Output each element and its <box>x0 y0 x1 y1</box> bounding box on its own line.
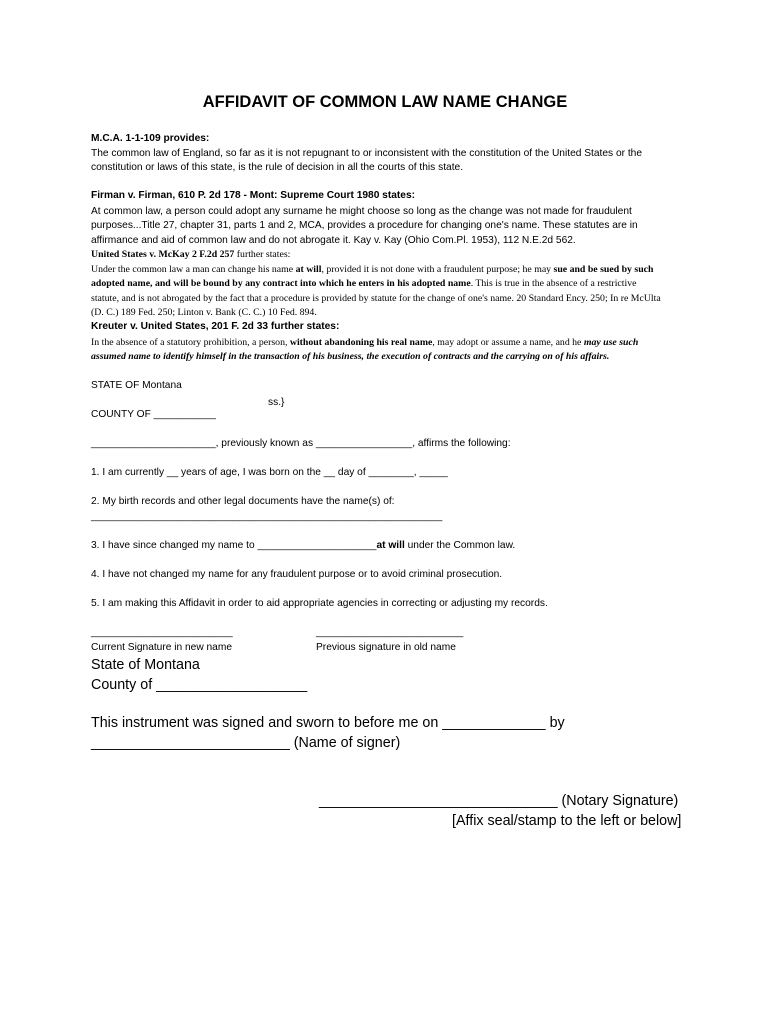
notary-sworn-line-1: This instrument was signed and sworn to before me on _____________ by <box>91 715 565 731</box>
mckay-citation: United States v. McKay 2 F.2d 257 <box>91 249 235 260</box>
mckay-l1-a: Under the common law a man can change his name <box>91 264 296 275</box>
mckay-line-2 <box>91 277 636 292</box>
mckay-heading <box>91 248 290 263</box>
kreuter-l1-d: may use such <box>583 337 639 348</box>
kreuter-heading: Kreuter v. United States, 201 F. 2d 33 further states: <box>91 321 340 332</box>
current-signature-line: _________________________ <box>91 627 233 638</box>
venue-state: STATE OF Montana <box>91 380 182 391</box>
document-title: AFFIDAVIT OF COMMON LAW NAME CHANGE <box>202 93 568 111</box>
item-5: 5. I am making this Affidavit in order to aid appropriate agencies in correcting or adjusting my records. <box>91 598 548 609</box>
kreuter-l1-c: , may adopt or assume a name, and he <box>432 337 584 348</box>
item-3-a: 3. I have since changed my name to _____________________ <box>91 540 377 551</box>
previous-signature-line: __________________________ <box>316 627 464 638</box>
mckay-l1-c: , provided it is not done with a fraudulent purpose; he may <box>321 264 554 275</box>
kreuter-l1-a: In the absence of a statutory prohibition, a person, <box>91 337 290 348</box>
firman-heading: Firman v. Firman, 610 P. 2d 178 - Mont: Supreme Court 1980 states: <box>91 190 416 201</box>
item-2: 2. My birth records and other legal documents have the name(s) of: <box>91 496 395 507</box>
item-3-b: at will <box>376 540 405 551</box>
venue-ss: ss.} <box>268 397 285 408</box>
notary-seal-instruction: [Affix seal/stamp to the left or below] <box>452 813 682 829</box>
mckay-line-1 <box>91 263 653 278</box>
kreuter-line-2: assumed name to identify himself in the transaction of his business, the execution of contracts and the carrying on of his affairs. <box>91 351 610 362</box>
mckay-l1-d: sue and be sued by such <box>553 264 654 275</box>
mca-line-2: constitution or laws of this state, is the rule of decision in all the courts of this state. <box>91 162 464 173</box>
notary-state: State of Montana <box>91 657 200 673</box>
previous-signature-label: Previous signature in old name <box>316 642 456 653</box>
mca-line-1: The common law of England, so far as it is not repugnant to or inconsistent with the constitution of the United States or the <box>91 148 642 159</box>
notary-sworn-line-2: _________________________ (Name of signer) <box>91 735 401 751</box>
mckay-l2-b: . This is true in the absence of a restrictive <box>470 278 637 289</box>
mca-heading: M.C.A. 1-1-109 provides: <box>91 133 210 144</box>
venue-county: COUNTY OF ___________ <box>91 409 216 420</box>
current-signature-label: Current Signature in new name <box>91 642 233 653</box>
notary-county: County of ___________________ <box>91 677 308 693</box>
kreuter-l1-b: without abandoning his real name <box>289 337 433 348</box>
item-3 <box>91 540 515 551</box>
mckay-l2-a: adopted name, and will be bound by any contract into which he enters in his adopted name <box>91 278 471 289</box>
item-4: 4. I have not changed my name for any fraudulent purpose or to avoid criminal prosecution. <box>91 569 503 580</box>
mckay-heading-rest: further states: <box>234 249 291 260</box>
kreuter-line-1 <box>91 336 638 351</box>
item-2-blank-line: ______________________________________________________________ <box>91 511 443 522</box>
notary-signature-line: ______________________________ (Notary Signature) <box>319 793 679 809</box>
affirms-line: ______________________, previously known as _________________, affirms the following: <box>91 438 511 449</box>
mckay-line-3: statute, and is not abrogated by the fact that a procedure is provided by statute for the change of one's name. 20 Standard Ency. 250; In re McUlta <box>91 293 661 304</box>
mckay-l1-b: at will <box>295 264 322 275</box>
item-1: 1. I am currently __ years of age, I was born on the __ day of ________, _____ <box>91 467 448 478</box>
firman-line-3: affirmance and aid of common law and do not abrogate it. Kay v. Kay (Ohio Com.Pl. 1953), 112 N.E.2d 562. <box>91 235 576 246</box>
firman-line-1: At common law, a person could adopt any surname he might choose so long as the change was not made for fraudulent <box>91 206 632 217</box>
mckay-line-4: (D. C.) 189 Fed. 250; Linton v. Bank (C. C.) 10 Fed. 894. <box>91 307 317 318</box>
item-3-c: under the Common law. <box>404 540 516 551</box>
firman-line-2: purposes...Title 27, chapter 31, parts 1 and 2, MCA, provides a procedure for changing one's name. These statutes are in <box>91 220 638 231</box>
